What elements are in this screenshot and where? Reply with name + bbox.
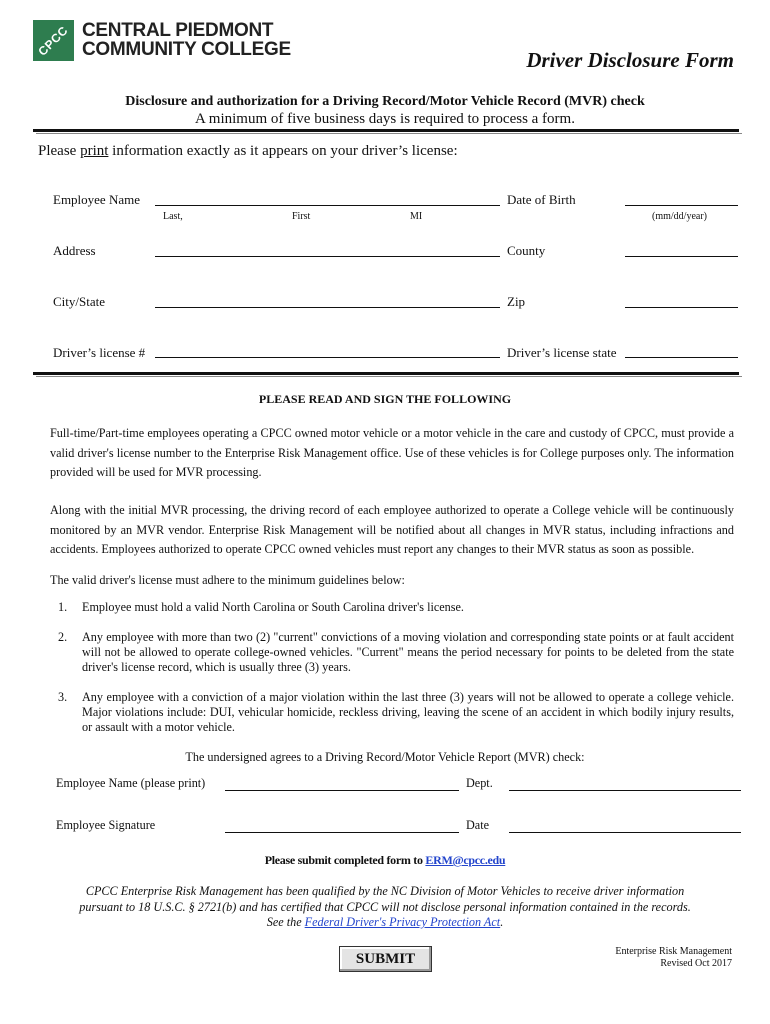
processing-note: A minimum of five business days is required to process a form. [195,111,575,127]
middle-initial-hint: MI [410,211,423,222]
signature-input[interactable] [225,832,459,833]
fields-divider [33,372,739,375]
zip-input[interactable] [625,307,738,308]
erm-email-link[interactable]: ERM@cpcc.edu [425,853,506,867]
last-name-hint: Last, [163,211,183,222]
dob-input[interactable] [625,205,738,206]
address-label: Address [53,243,96,258]
college-logo-text: CENTRAL PIEDMONT COMMUNITY COLLEGE [82,20,291,60]
college-logo-mark: CPCC [33,20,74,61]
date-input[interactable] [509,832,741,833]
city-state-label: City/State [53,294,105,309]
dob-format-hint: (mm/dd/year) [652,211,707,222]
print-name-input[interactable] [225,790,459,791]
license-number-input[interactable] [155,357,500,358]
county-input[interactable] [625,256,738,257]
guidelines-intro: The valid driver's license must adhere to the minimum guidelines below: [50,573,405,587]
date-label: Date [466,818,490,832]
submit-button[interactable]: SUBMIT [339,946,432,972]
list-item: 1. Employee must hold a valid North Carolina or South Carolina driver's license. [58,600,464,614]
paragraph-employees: Full-time/Part-time employees operating a CPCC owned motor vehicle or a motor vehicle in the care and custody of CPCC, must provide a valid driver's license number to the Enterprise Risk Management office. Use of these vehicles is for College purposes only. The information provided will be used for MVR processing. [50,426,734,479]
county-label: County [507,243,546,258]
legal-disclaimer: CPCC Enterprise Risk Management has been qualified by the NC Division of Motor Vehicles to receive driver information pursuant to 18 U.S.C. § 2721(b) and has certified that CPCC will not disclose personal information contained in the records. See the Federal Driver's Privacy Protection Act. [79,884,691,929]
read-and-sign-heading: PLEASE READ AND SIGN THE FOLLOWING [258,392,512,406]
zip-label: Zip [507,294,526,309]
license-state-input[interactable] [625,357,738,358]
list-item: 3. Any employee with a conviction of a major violation within the last three (3) years will not be allowed to operate a college vehicle. Major violations include: DUI, vehicular homicide, reckless driving, leaving the scene of an accident in which bodily injury results, or assault with a motor vehicle. [58,690,734,734]
signature-label: Employee Signature [56,818,156,832]
agreement-statement: The undersigned agrees to a Driving Record/Motor Vehicle Report (MVR) check: [185,750,585,764]
dept-label: Dept. [466,776,493,790]
license-state-label: Driver’s license state [507,345,617,360]
privacy-act-link[interactable]: Federal Driver's Privacy Protection Act [304,915,501,929]
dept-input[interactable] [509,790,741,791]
dob-label: Date of Birth [507,192,576,207]
form-title: Driver Disclosure Form [526,48,734,72]
employee-name-label: Employee Name [53,192,140,207]
city-state-input[interactable] [155,307,500,308]
first-name-hint: First [292,211,311,222]
header-divider-shadow [36,133,742,134]
form-subtitle: Disclosure and authorization for a Driving Record/Motor Vehicle Record (MVR) check [125,94,645,109]
license-number-label: Driver’s license # [53,345,146,360]
print-name-label: Employee Name (please print) [56,776,206,790]
footer-revision: Enterprise Risk Management Revised Oct 2017 [615,946,732,969]
fields-divider-shadow [36,376,742,377]
list-item: 2. Any employee with more than two (2) "current" convictions of a moving violation and corresponding state points or at fault accident will not be allowed to operate college-owned vehicles. "Current" means the period necessary for points to be deleted from the state driver's license record, which is usually three (3) years. [58,630,734,674]
employee-name-input[interactable] [155,205,500,206]
submit-instruction: Please submit completed form to ERM@cpcc.edu [264,853,506,867]
paragraph-monitoring: Along with the initial MVR processing, the driving record of each employee authorized to operate a College vehicle will be continuously monitored by an MVR vendor. Enterprise Risk Management will be notified about all changes in MVR status, including infractions and accidents. Employees authorized to operate CPCC owned vehicles must report any changes to their MVR status as soon as possible. [50,503,734,556]
header-divider [33,129,739,132]
address-input[interactable] [155,256,500,257]
print-instruction: Please print information exactly as it appears on your driver’s license: [38,143,458,159]
